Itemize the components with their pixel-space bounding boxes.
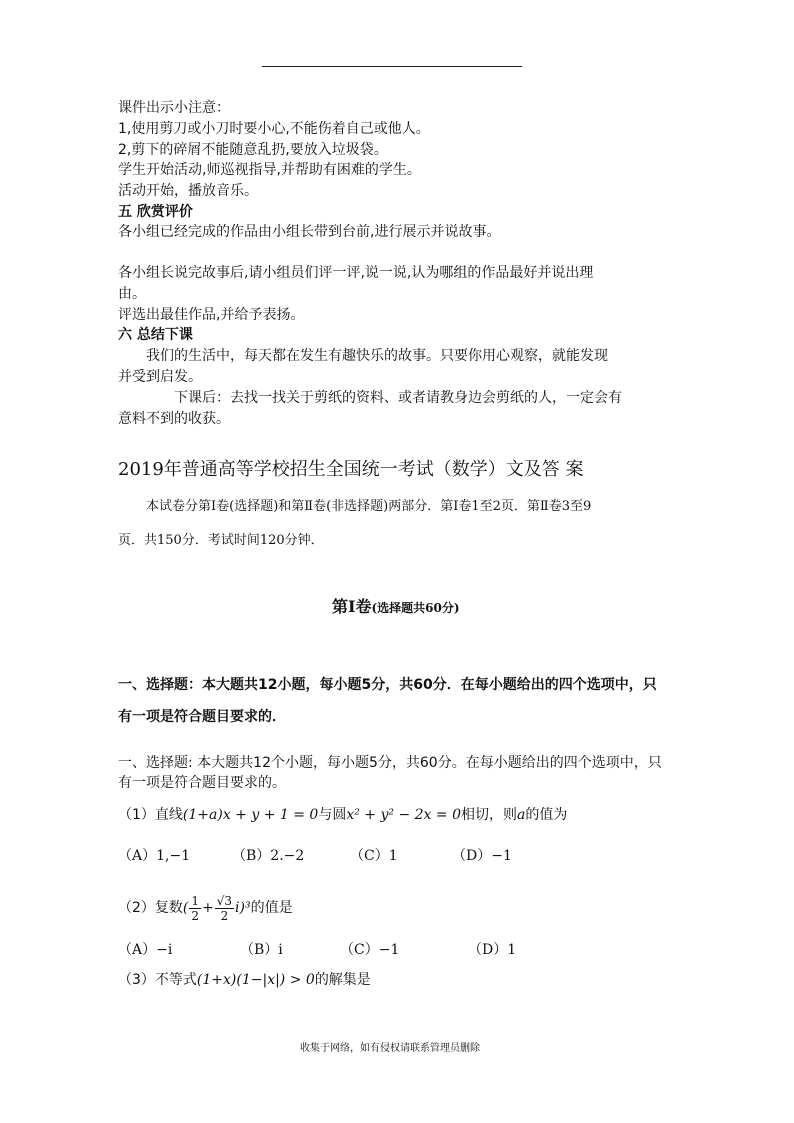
- q2-tail: 的值是: [250, 900, 293, 916]
- q1-number: （1）直线: [118, 807, 183, 823]
- question-1: [118, 805, 567, 825]
- q1-variable: a: [516, 807, 526, 823]
- q2-frac2-denominator: 2: [220, 908, 229, 923]
- exam-intro-a: 本试卷分第Ⅰ卷(选择题)和第Ⅱ卷(非选择题)两部分．第Ⅰ卷1至2页．第Ⅱ卷3至9: [146, 499, 592, 514]
- q2-plus: +: [202, 900, 214, 916]
- q2-frac2-numerator: √3: [216, 893, 233, 908]
- q2-option-b: （B）i: [240, 942, 283, 958]
- q1-tail-2: 的值为: [525, 807, 568, 823]
- q2-fraction-2: [215, 894, 234, 923]
- section5-paragraph-3: 评选出最佳作品,并给予表扬。: [118, 307, 305, 323]
- q1-option-c: （C）1: [350, 848, 398, 864]
- section6-paragraph-2a: 下课后：去找一找关于剪纸的资料、或者请教身边会剪纸的人，一定会有: [174, 390, 622, 406]
- q2-frac1-numerator: 1: [191, 893, 200, 908]
- q2-i-part: i)³: [235, 900, 251, 916]
- q2-paren-open: (: [182, 900, 189, 916]
- q2-frac1-denominator: 2: [191, 908, 200, 923]
- q1-option-b: （B）2.−2: [232, 848, 305, 864]
- section5-paragraph-2a: 各小组长说完故事后,请小组员们评一评,说一说,认为哪组的作品最好并说出理: [118, 265, 594, 281]
- section6-paragraph-1a: 我们的生活中，每天都在发生有趣快乐的故事。只要你用心观察，就能发现: [146, 348, 608, 364]
- q1-circle-equation: x² + y² − 2x = 0: [346, 807, 461, 823]
- section6-paragraph-1b: 并受到启发。: [118, 369, 202, 385]
- notice-line-2: 2,剪下的碎屑不能随意乱扔,要放入垃圾袋。: [118, 142, 388, 158]
- part1-heading: [332, 596, 460, 619]
- music-line: 活动开始，播放音乐。: [118, 183, 258, 199]
- q1-option-a: （A）1,−1: [118, 848, 191, 864]
- q1-tail-1: 相切，则: [460, 807, 517, 823]
- footer-note: 收集于网络，如有侵权请联系管理员删除: [300, 1043, 480, 1054]
- q3-inequality: (1+x)(1−|x|) > 0: [196, 972, 315, 988]
- question-3: [118, 970, 371, 990]
- notice-line-1: 1,使用剪刀或小刀时要小心,不能伤着自己或他人。: [118, 121, 430, 137]
- instruction-b: 有一项是符合题目要求的。: [118, 775, 286, 791]
- section5-heading: 五 欣赏评价: [118, 204, 193, 220]
- q1-option-d: （D）−1: [452, 848, 512, 864]
- q3-tail: 的解集是: [314, 972, 371, 988]
- part1-main: 第Ⅰ卷: [332, 597, 372, 616]
- instruction-a: 一、选择题: 本大题共12个小题，每小题5分，共60分。在每小题给出的四个选项中，只: [118, 755, 662, 771]
- exam-title: 2019年普通高等学校招生全国统一考试（数学）文及答 案: [118, 459, 584, 480]
- q2-fraction-1: [189, 894, 201, 923]
- q3-number: （3）不等式: [118, 972, 197, 988]
- section5-paragraph-2b: 由。: [118, 286, 146, 302]
- q2-option-a: （A）−i: [118, 942, 173, 958]
- part1-sub: (选择题共60分): [371, 601, 460, 615]
- q1-mid: 与圆: [318, 807, 347, 823]
- question-2: [118, 888, 293, 928]
- exam-intro-b: 页．共150分．考试时间120分钟．: [118, 533, 324, 548]
- section5-paragraph-1: 各小组已经完成的作品由小组长带到台前,进行展示并说故事。: [118, 224, 501, 240]
- q2-option-d: （D）1: [468, 942, 517, 958]
- notice-heading: 课件出示小注意：: [118, 100, 230, 116]
- bold-instruction-b: 有一项是符合题目要求的．: [118, 709, 286, 725]
- q2-number: （2）复数: [118, 900, 183, 916]
- q1-line-equation: (1+a)x + y + 1 = 0: [182, 807, 319, 823]
- q2-option-c: （C）−1: [340, 942, 400, 958]
- activity-line: 学生开始活动,师巡视指导,并帮助有困难的学生。: [118, 162, 421, 178]
- section6-paragraph-2b: 意料不到的收获。: [118, 411, 230, 427]
- section6-heading: 六 总结下课: [118, 327, 193, 343]
- header-rule: [262, 66, 522, 67]
- bold-instruction-a: 一、选择题：本大题共12小题，每小题5分，共60分．在每小题给出的四个选项中，只: [118, 677, 657, 693]
